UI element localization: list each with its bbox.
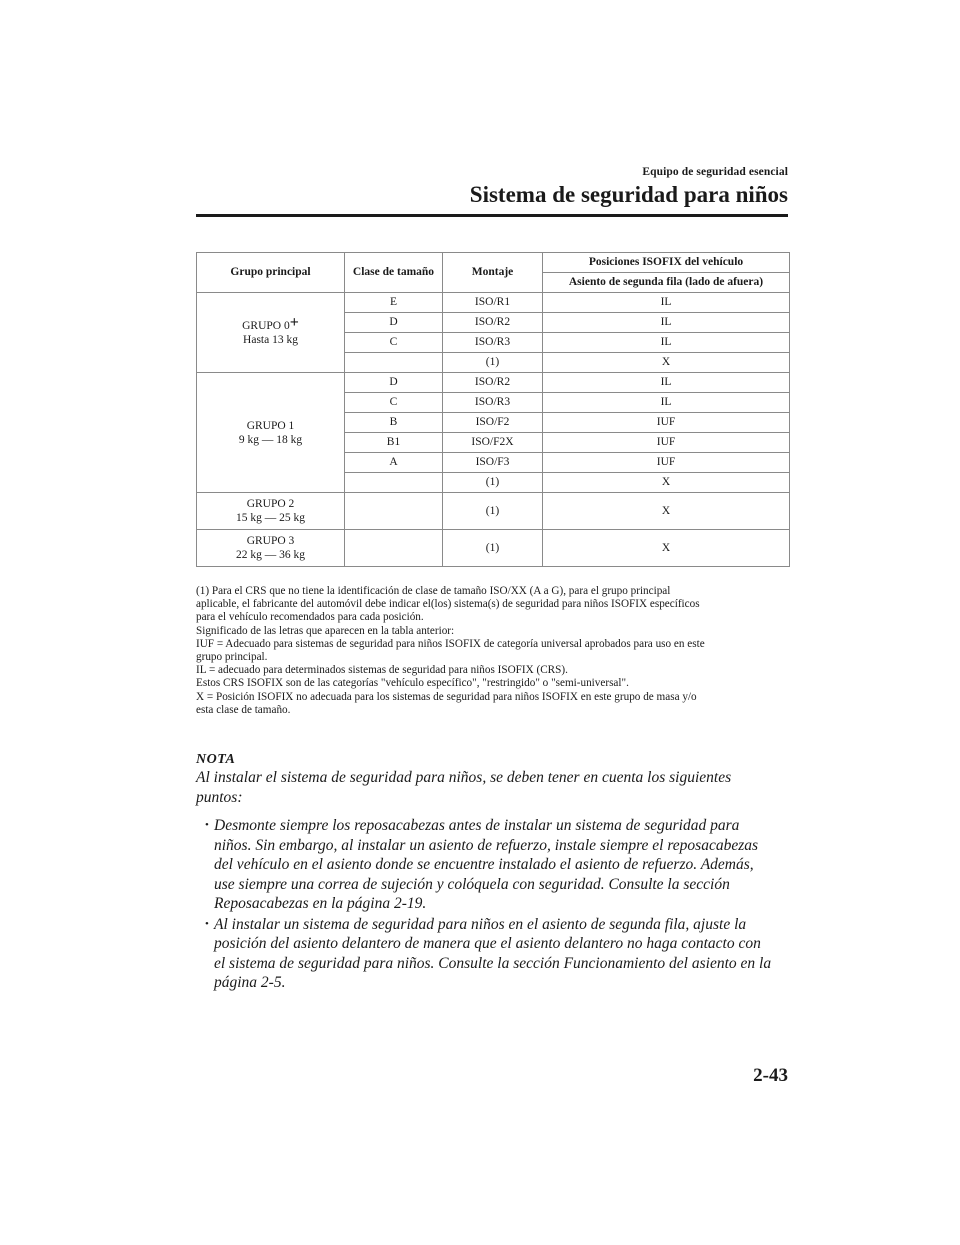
fixture-cell: (1) bbox=[443, 493, 543, 530]
fixture-cell: ISO/R3 bbox=[443, 333, 543, 353]
nota-heading: NOTA bbox=[196, 752, 236, 767]
plus-icon: + bbox=[289, 314, 299, 331]
size-cell: C bbox=[345, 393, 443, 413]
group-cell bbox=[197, 293, 345, 373]
bullet-line: use siempre una correa de sujeción y colóquela con seguridad. Consulte la sección bbox=[214, 875, 730, 893]
position-cell: IL bbox=[543, 393, 790, 413]
group-name: GRUPO 1 bbox=[246, 419, 295, 432]
bullet-line: Reposacabezas en la página 2-19. bbox=[214, 895, 427, 912]
note-line: X = Posición ISOFIX no adecuada para los sistemas de seguridad para niños ISOFIX en este grupo de masa y/o bbox=[196, 690, 697, 703]
bullet-line: niños. Sin embargo, al instalar un asiento de refuerzo, instale siempre el reposacabezas bbox=[214, 836, 759, 854]
size-cell: E bbox=[345, 293, 443, 313]
fixture-cell: ISO/F3 bbox=[443, 453, 543, 473]
page-number: 2-43 bbox=[753, 1065, 788, 1086]
position-cell: IL bbox=[543, 333, 790, 353]
bullet-line: posición del asiento delantero de manera que el asiento delantero no haga contacto con bbox=[214, 935, 761, 952]
fixture-cell: (1) bbox=[443, 353, 543, 373]
size-cell: B bbox=[345, 413, 443, 433]
fixture-cell: (1) bbox=[443, 473, 543, 493]
size-cell bbox=[345, 530, 443, 567]
size-cell bbox=[345, 353, 443, 373]
bullet-dot-icon: • bbox=[205, 917, 209, 930]
group-cell bbox=[197, 493, 345, 530]
note-line: Estos CRS ISOFIX son de las categorías "vehículo específico", "restringido" o "semi-universal". bbox=[196, 677, 629, 690]
group-cell bbox=[197, 373, 345, 493]
note-line: IL = adecuado para determinados sistemas de seguridad para niños ISOFIX (CRS). bbox=[196, 664, 568, 677]
header-fixture: Montaje bbox=[443, 253, 543, 293]
header-group: Grupo principal bbox=[197, 253, 345, 293]
fixture-cell: ISO/R1 bbox=[443, 293, 543, 313]
group-cell bbox=[197, 530, 345, 567]
position-cell: X bbox=[543, 473, 790, 493]
nota-intro-line: puntos: bbox=[196, 788, 243, 806]
bullet-line: el sistema de seguridad para niños. Consulte la sección Funcionamiento del asiento en la bbox=[214, 954, 772, 972]
fixture-cell: ISO/F2 bbox=[443, 413, 543, 433]
fixture-cell: ISO/R2 bbox=[443, 373, 543, 393]
size-cell: D bbox=[345, 313, 443, 333]
fixture-cell: ISO/F2X bbox=[443, 433, 543, 453]
bullet-dot-icon: • bbox=[205, 819, 209, 831]
nota-intro-line: Al instalar el sistema de seguridad para niños, se deben tener en cuenta los siguientes bbox=[196, 769, 732, 786]
size-cell bbox=[345, 473, 443, 493]
nota-bullet bbox=[196, 915, 796, 993]
header-divider bbox=[196, 214, 788, 217]
bullet-line: Desmonte siempre los reposacabezas antes de instalar un sistema de seguridad para bbox=[214, 817, 740, 834]
header-positions: Posiciones ISOFIX del vehículo bbox=[543, 253, 790, 273]
note-line: esta clase de tamaño. bbox=[196, 703, 291, 716]
fixture-cell: ISO/R3 bbox=[443, 393, 543, 413]
bullet-line: Al instalar un sistema de seguridad para niños en el asiento de segunda fila, ajuste la bbox=[214, 915, 747, 933]
position-cell: IL bbox=[543, 313, 790, 333]
size-cell: B1 bbox=[345, 433, 443, 453]
header-size-class: Clase de tamaño bbox=[345, 253, 443, 293]
note-line: aplicable, el fabricante del automóvil debe indicar el(los) sistema(s) de seguridad para niños ISOFIX específicos bbox=[196, 598, 700, 611]
note-line: (1) Para el CRS que no tiene la identificación de clase de tamaño ISO/XX (A a G), para el grupo principal bbox=[196, 585, 671, 597]
table-row bbox=[197, 293, 790, 313]
group-weight: Hasta 13 kg bbox=[243, 334, 298, 346]
bullet-line: del vehículo en el asiento donde se encuentre instalado el asiento de refuerzo. Además, bbox=[214, 856, 754, 873]
position-cell: X bbox=[543, 493, 790, 530]
size-cell: C bbox=[345, 333, 443, 353]
size-cell: D bbox=[345, 373, 443, 393]
size-cell: A bbox=[345, 453, 443, 473]
note-line: para el vehículo recomendados para cada posición. bbox=[196, 611, 424, 624]
fixture-cell: ISO/R2 bbox=[443, 313, 543, 333]
group-name: GRUPO 0 bbox=[242, 320, 290, 332]
header-second-row: Asiento de segunda fila (lado de afuera) bbox=[543, 273, 790, 293]
group-name: GRUPO 3 bbox=[246, 535, 295, 547]
group-weight: 9 kg ― 18 kg bbox=[238, 433, 303, 446]
position-cell: X bbox=[543, 353, 790, 373]
position-cell: IUF bbox=[543, 453, 790, 473]
note-line: Significado de las letras que aparecen en la tabla anterior: bbox=[196, 624, 455, 637]
table-row bbox=[197, 373, 790, 393]
position-cell: IL bbox=[543, 373, 790, 393]
position-cell: IUF bbox=[543, 433, 790, 453]
nota-intro bbox=[196, 768, 796, 807]
size-cell bbox=[345, 493, 443, 530]
bullet-line: página 2-5. bbox=[214, 974, 286, 991]
nota-bullet bbox=[196, 816, 796, 914]
group-weight: 22 kg ― 36 kg bbox=[236, 549, 305, 561]
table-notes bbox=[196, 585, 796, 717]
note-line: IUF = Adecuado para sistemas de seguridad para niños ISOFIX de categoría universal aprobados para uso en este bbox=[196, 637, 705, 650]
group-name: GRUPO 2 bbox=[246, 498, 295, 510]
position-cell: X bbox=[543, 530, 790, 567]
fixture-cell: (1) bbox=[443, 530, 543, 567]
table-row bbox=[197, 530, 790, 567]
note-line: grupo principal. bbox=[196, 651, 268, 664]
nota-bullet-list bbox=[196, 816, 796, 994]
group-weight: 15 kg ― 25 kg bbox=[236, 512, 305, 524]
position-cell: IL bbox=[543, 293, 790, 313]
isofix-table bbox=[196, 252, 790, 567]
table-row bbox=[197, 493, 790, 530]
position-cell: IUF bbox=[543, 413, 790, 433]
page-title: Sistema de seguridad para niños bbox=[469, 182, 788, 207]
section-subtitle: Equipo de seguridad esencial bbox=[642, 166, 788, 178]
